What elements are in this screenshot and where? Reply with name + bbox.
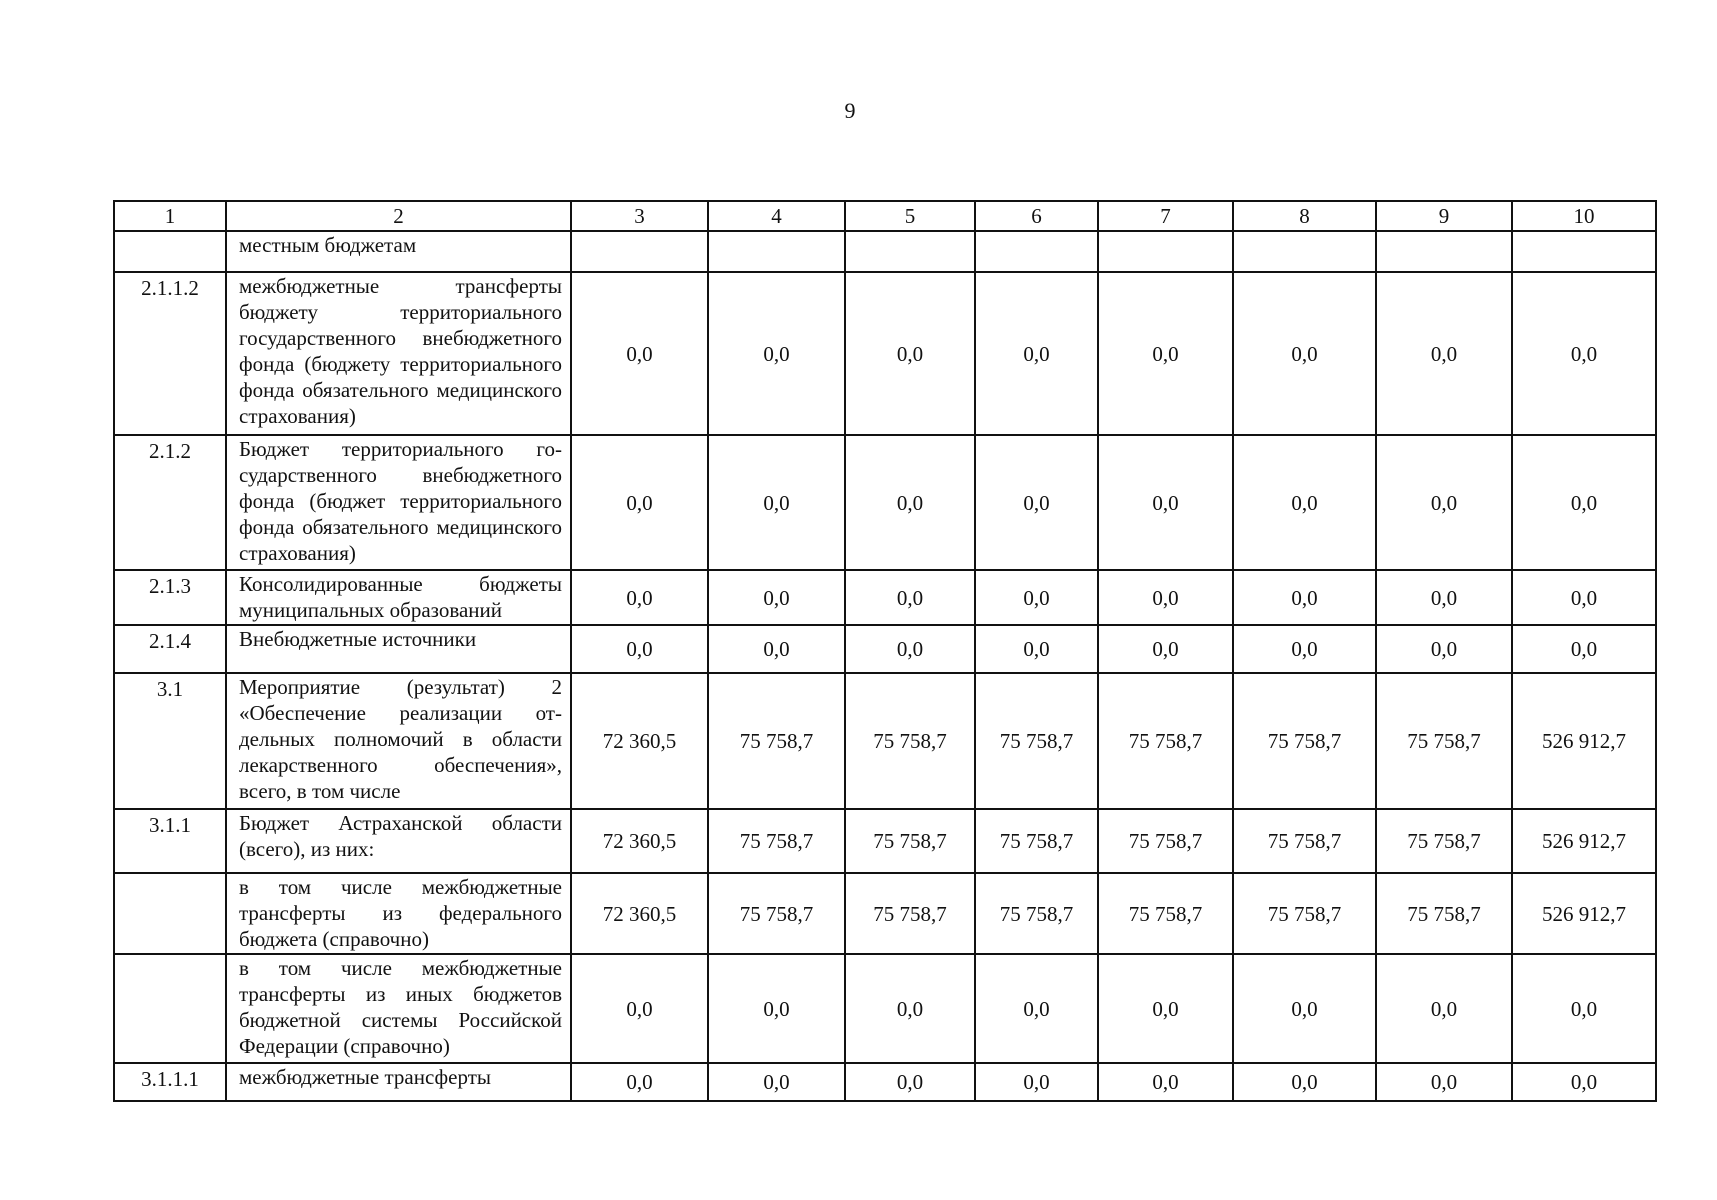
value-cell: 526 912,7 bbox=[1512, 873, 1656, 954]
column-number: 6 bbox=[975, 201, 1098, 231]
value-cell: 72 360,5 bbox=[571, 873, 708, 954]
value-cell: 0,0 bbox=[708, 570, 845, 625]
value-cell: 0,0 bbox=[1098, 272, 1233, 435]
column-number: 7 bbox=[1098, 201, 1233, 231]
value-cell: 0,0 bbox=[708, 954, 845, 1063]
value-cell: 75 758,7 bbox=[1233, 673, 1376, 809]
row-description: местным бюджетам bbox=[226, 231, 571, 272]
value-cell: 0,0 bbox=[571, 272, 708, 435]
value-cell: 0,0 bbox=[1512, 1063, 1656, 1101]
value-cell: 0,0 bbox=[1233, 625, 1376, 673]
value-cell: 0,0 bbox=[1098, 625, 1233, 673]
value-cell: 0,0 bbox=[1098, 954, 1233, 1063]
column-number: 1 bbox=[114, 201, 226, 231]
value-cell: 75 758,7 bbox=[708, 673, 845, 809]
value-cell: 75 758,7 bbox=[845, 809, 975, 873]
column-number: 3 bbox=[571, 201, 708, 231]
table-row bbox=[114, 570, 1656, 625]
value-cell: 75 758,7 bbox=[975, 673, 1098, 809]
row-description: Мероприятие (результат) 2 «Обеспечение реализации отдельных полномочий в области лекарственного обеспечения», всего, в том числе bbox=[226, 673, 571, 809]
value-cell: 0,0 bbox=[571, 1063, 708, 1101]
budget-table bbox=[113, 200, 1657, 1102]
value-cell: 75 758,7 bbox=[975, 809, 1098, 873]
row-code bbox=[114, 873, 226, 954]
value-cell: 75 758,7 bbox=[1376, 873, 1512, 954]
value-cell: 0,0 bbox=[1376, 570, 1512, 625]
value-cell: 75 758,7 bbox=[1376, 809, 1512, 873]
value-cell: 0,0 bbox=[571, 570, 708, 625]
row-code bbox=[114, 954, 226, 1063]
row-description: Внебюджетные источники bbox=[226, 625, 571, 673]
column-number: 4 bbox=[708, 201, 845, 231]
page-number: 9 bbox=[844, 98, 856, 123]
value-cell: 75 758,7 bbox=[845, 673, 975, 809]
table-row bbox=[114, 231, 1656, 272]
value-cell: 0,0 bbox=[1098, 435, 1233, 570]
value-cell bbox=[1512, 231, 1656, 272]
table-row bbox=[114, 873, 1656, 954]
value-cell: 75 758,7 bbox=[1376, 673, 1512, 809]
value-cell: 75 758,7 bbox=[708, 873, 845, 954]
column-number: 9 bbox=[1376, 201, 1512, 231]
value-cell bbox=[1233, 231, 1376, 272]
row-description: в том числе межбюджетные трансферты из федерального бюджета (справочно) bbox=[226, 873, 571, 954]
value-cell bbox=[1098, 231, 1233, 272]
row-code bbox=[114, 231, 226, 272]
value-cell: 0,0 bbox=[845, 625, 975, 673]
value-cell: 0,0 bbox=[1376, 272, 1512, 435]
row-description: Консолидированные бюджеты муниципальных образований bbox=[226, 570, 571, 625]
value-cell: 0,0 bbox=[845, 435, 975, 570]
table-row bbox=[114, 272, 1656, 435]
value-cell: 0,0 bbox=[708, 1063, 845, 1101]
value-cell: 0,0 bbox=[708, 435, 845, 570]
value-cell: 0,0 bbox=[1512, 272, 1656, 435]
value-cell: 526 912,7 bbox=[1512, 809, 1656, 873]
value-cell: 75 758,7 bbox=[1098, 809, 1233, 873]
table-header-row bbox=[114, 201, 1656, 231]
value-cell: 0,0 bbox=[708, 625, 845, 673]
row-description: межбюджетные трансферты бюджету территориального государственного внебюджетного фонда (бюджету территориального фонда обязательного медицинского страхования) bbox=[226, 272, 571, 435]
table-row bbox=[114, 809, 1656, 873]
value-cell: 75 758,7 bbox=[1233, 873, 1376, 954]
row-description: Бюджет Астраханской области (всего), из них: bbox=[226, 809, 571, 873]
value-cell: 75 758,7 bbox=[1098, 873, 1233, 954]
row-description: в том числе межбюджетные трансферты из иных бюджетов бюджетной системы Российской Федерации (справочно) bbox=[226, 954, 571, 1063]
column-number: 8 bbox=[1233, 201, 1376, 231]
row-code: 2.1.2 bbox=[114, 435, 226, 570]
column-number: 10 bbox=[1512, 201, 1656, 231]
value-cell: 0,0 bbox=[1376, 954, 1512, 1063]
value-cell: 0,0 bbox=[571, 435, 708, 570]
value-cell: 0,0 bbox=[975, 570, 1098, 625]
value-cell bbox=[1376, 231, 1512, 272]
column-number: 2 bbox=[226, 201, 571, 231]
table-row bbox=[114, 954, 1656, 1063]
value-cell: 0,0 bbox=[845, 570, 975, 625]
value-cell: 0,0 bbox=[1233, 1063, 1376, 1101]
value-cell: 0,0 bbox=[1376, 625, 1512, 673]
value-cell: 75 758,7 bbox=[1233, 809, 1376, 873]
value-cell: 0,0 bbox=[1512, 435, 1656, 570]
value-cell: 0,0 bbox=[975, 954, 1098, 1063]
value-cell: 0,0 bbox=[845, 954, 975, 1063]
value-cell: 0,0 bbox=[1098, 1063, 1233, 1101]
row-code: 2.1.1.2 bbox=[114, 272, 226, 435]
value-cell: 0,0 bbox=[1512, 570, 1656, 625]
row-code: 3.1 bbox=[114, 673, 226, 809]
value-cell: 0,0 bbox=[845, 272, 975, 435]
value-cell: 0,0 bbox=[1376, 1063, 1512, 1101]
table-row bbox=[114, 1063, 1656, 1101]
value-cell: 0,0 bbox=[571, 954, 708, 1063]
value-cell: 0,0 bbox=[975, 435, 1098, 570]
value-cell: 72 360,5 bbox=[571, 809, 708, 873]
value-cell: 526 912,7 bbox=[1512, 673, 1656, 809]
value-cell: 75 758,7 bbox=[845, 873, 975, 954]
table-row bbox=[114, 435, 1656, 570]
value-cell: 0,0 bbox=[845, 1063, 975, 1101]
row-description: Бюджет территориального государственного внебюджетного фонда (бюджет территориального фонда обязательного медицинского страхования) bbox=[226, 435, 571, 570]
value-cell: 0,0 bbox=[1512, 954, 1656, 1063]
value-cell: 75 758,7 bbox=[975, 873, 1098, 954]
value-cell bbox=[708, 231, 845, 272]
column-number: 5 bbox=[845, 201, 975, 231]
value-cell: 0,0 bbox=[1376, 435, 1512, 570]
value-cell: 0,0 bbox=[571, 625, 708, 673]
value-cell bbox=[975, 231, 1098, 272]
value-cell: 75 758,7 bbox=[1098, 673, 1233, 809]
value-cell: 0,0 bbox=[1098, 570, 1233, 625]
value-cell bbox=[571, 231, 708, 272]
value-cell: 0,0 bbox=[1233, 954, 1376, 1063]
value-cell: 0,0 bbox=[1233, 272, 1376, 435]
value-cell: 0,0 bbox=[1512, 625, 1656, 673]
row-description: межбюджетные трансферты bbox=[226, 1063, 571, 1101]
value-cell: 0,0 bbox=[1233, 570, 1376, 625]
row-code: 2.1.3 bbox=[114, 570, 226, 625]
value-cell: 0,0 bbox=[708, 272, 845, 435]
value-cell: 0,0 bbox=[975, 272, 1098, 435]
table-row bbox=[114, 673, 1656, 809]
value-cell: 75 758,7 bbox=[708, 809, 845, 873]
table-row bbox=[114, 625, 1656, 673]
value-cell bbox=[845, 231, 975, 272]
row-code: 3.1.1 bbox=[114, 809, 226, 873]
row-code: 2.1.4 bbox=[114, 625, 226, 673]
value-cell: 0,0 bbox=[975, 1063, 1098, 1101]
value-cell: 72 360,5 bbox=[571, 673, 708, 809]
value-cell: 0,0 bbox=[1233, 435, 1376, 570]
value-cell: 0,0 bbox=[975, 625, 1098, 673]
row-code: 3.1.1.1 bbox=[114, 1063, 226, 1101]
